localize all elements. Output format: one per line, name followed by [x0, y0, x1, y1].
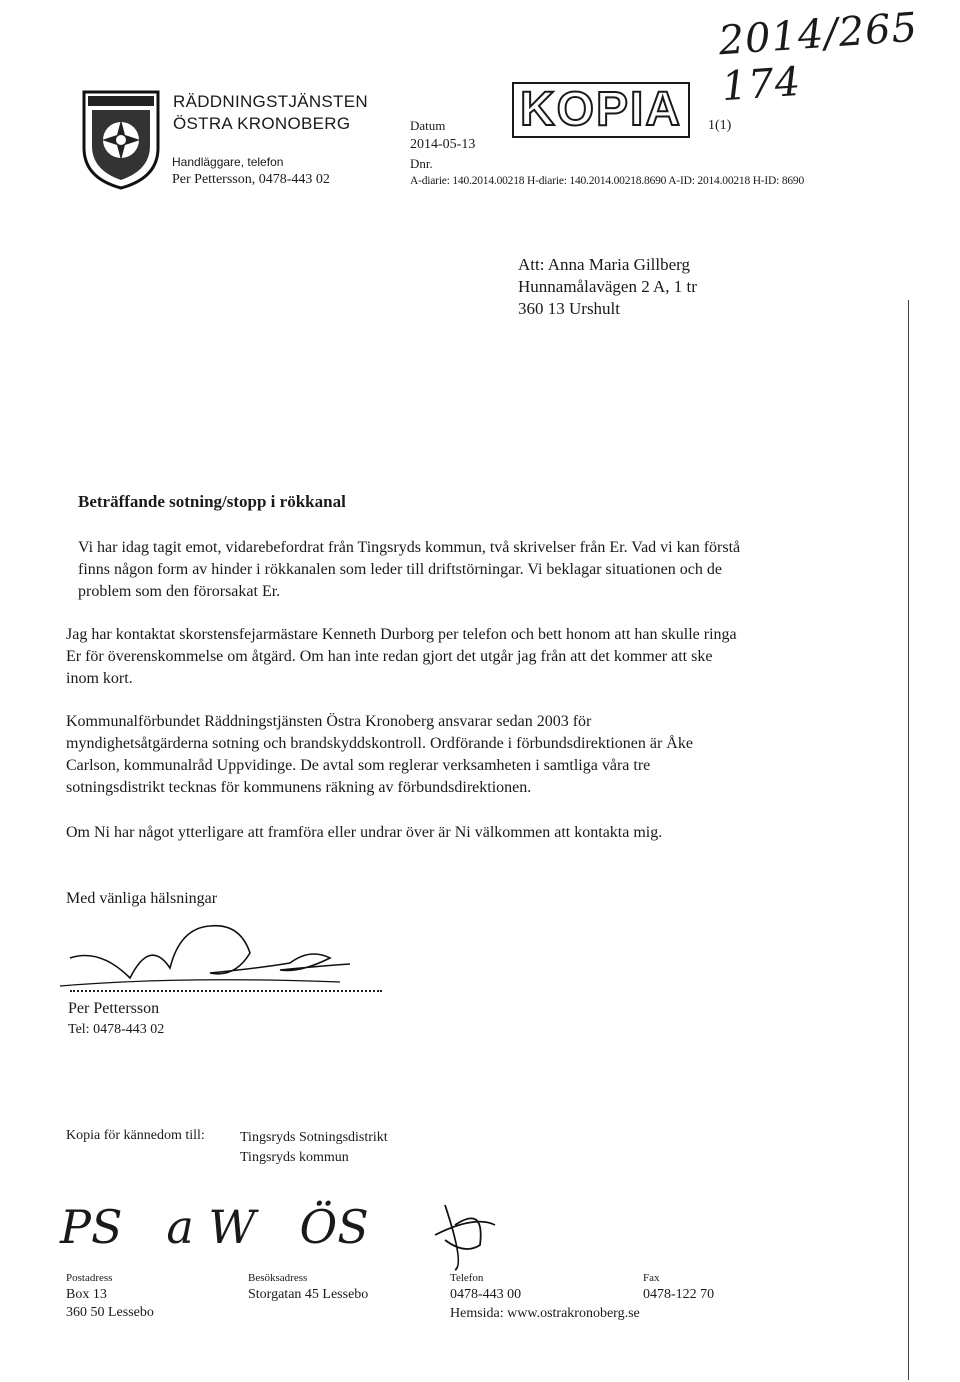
diarie-numbers: A-diarie: 140.2014.00218 H-diarie: 140.2014.00218.8690 A-ID: 2014.00218 H-ID: 8690 [410, 175, 805, 187]
body-line: sotningsdistrikt tecknas för kommunens räkning av förbundsdirektionen. [66, 779, 532, 796]
handwritten-reference: 2014/265 174 [717, 4, 920, 111]
postadress-value [66, 1286, 154, 1322]
fax-label: Fax [643, 1272, 660, 1284]
copy-recipients [240, 1128, 388, 1168]
body-line: myndighetsåtgärderna sotning och brandskyddskontroll. Ordförande i förbundsdirektionen är Åke [66, 735, 693, 752]
copy-label: Kopia för kännedom till: [66, 1128, 205, 1143]
copy-recipient: Tingsryds kommun [240, 1150, 349, 1165]
body-line: Vi har idag tagit emot, vidarebefordrat från Tingsryds kommun, två skrivelser från Er. Vad vi kan förstå [78, 539, 741, 556]
body-paragraph-3 [66, 711, 886, 799]
subject-heading: Beträffande sotning/stopp i rökkanal [78, 492, 346, 511]
signature-dotted-line [70, 990, 382, 992]
body-paragraph-2 [66, 624, 886, 690]
datum-label: Datum [410, 118, 446, 133]
kopia-stamp: KOPIA [512, 82, 690, 138]
body-line: Jag har kontaktat skorstensfejarmästare Kenneth Durborg per telefon och bett honom att han skulle ringa [66, 626, 737, 643]
scan-edge-line [908, 300, 909, 1380]
recipient-line: Att: Anna Maria Gillberg [518, 255, 691, 274]
signature [60, 918, 400, 998]
postadress-line: 360 50 Lessebo [66, 1305, 154, 1320]
org-name-line1: RÄDDNINGSTJÄNSTEN [173, 92, 368, 111]
body-line: Kommunalförbundet Räddningstjänsten Östra Kronoberg ansvarar sedan 2003 för [66, 713, 592, 730]
handwritten-initials: PS a W ÖS [60, 1200, 369, 1254]
besoksadress-label: Besöksadress [248, 1272, 308, 1284]
recipient-address [518, 254, 697, 320]
besoksadress-line: Storgatan 45 Lessebo [248, 1287, 369, 1302]
fax-value: 0478-122 70 [643, 1287, 715, 1302]
postadress-line: Box 13 [66, 1287, 107, 1302]
besoksadress-value [248, 1286, 368, 1304]
datum-value: 2014-05-13 [410, 137, 476, 152]
recipient-line: 360 13 Urshult [518, 299, 620, 318]
telefon-value: 0478-443 00 [450, 1287, 522, 1302]
handlaggare-label: Handläggare, telefon [172, 155, 284, 169]
body-line: Er för överenskommelse om åtgärd. Om han inte redan gjort det utgår jag från att det kommer att ske [66, 648, 713, 665]
signer-telephone: Tel: 0478-443 02 [68, 1022, 165, 1037]
body-paragraph-1 [78, 537, 878, 603]
copy-recipient: Tingsryds Sotningsdistrikt [240, 1130, 388, 1145]
body-line: Carlson, kommunalråd Uppvidinge. De avtal som reglerar verksamheten i samtliga våra tre [66, 757, 651, 774]
body-line: finns någon form av hinder i rökkanalen som leder till driftstörningar. Vi beklagar situationen och de [78, 561, 722, 578]
signer-name: Per Pettersson [68, 1000, 160, 1017]
org-name-line2: ÖSTRA KRONOBERG [173, 114, 351, 133]
postadress-label: Postadress [66, 1272, 113, 1284]
hemsida-link[interactable]: Hemsida: www.ostrakronoberg.se [450, 1306, 640, 1321]
dnr-label: Dnr. [410, 156, 433, 171]
body-paragraph-4 [66, 822, 886, 844]
body-line: inom kort. [66, 670, 133, 687]
coat-of-arms-logo [80, 88, 162, 192]
initials-scribble [425, 1195, 505, 1275]
page-number: 1(1) [708, 118, 732, 133]
body-line: problem som den förorsakat Er. [78, 583, 281, 600]
closing-greeting: Med vänliga hälsningar [66, 890, 218, 907]
telefon-label: Telefon [450, 1272, 484, 1284]
recipient-line: Hunnamålavägen 2 A, 1 tr [518, 277, 697, 296]
handlaggare-value: Per Pettersson, 0478-443 02 [172, 172, 330, 187]
body-line: Om Ni har något ytterligare att framföra eller undrar över är Ni välkommen att kontakta mig. [66, 824, 663, 841]
